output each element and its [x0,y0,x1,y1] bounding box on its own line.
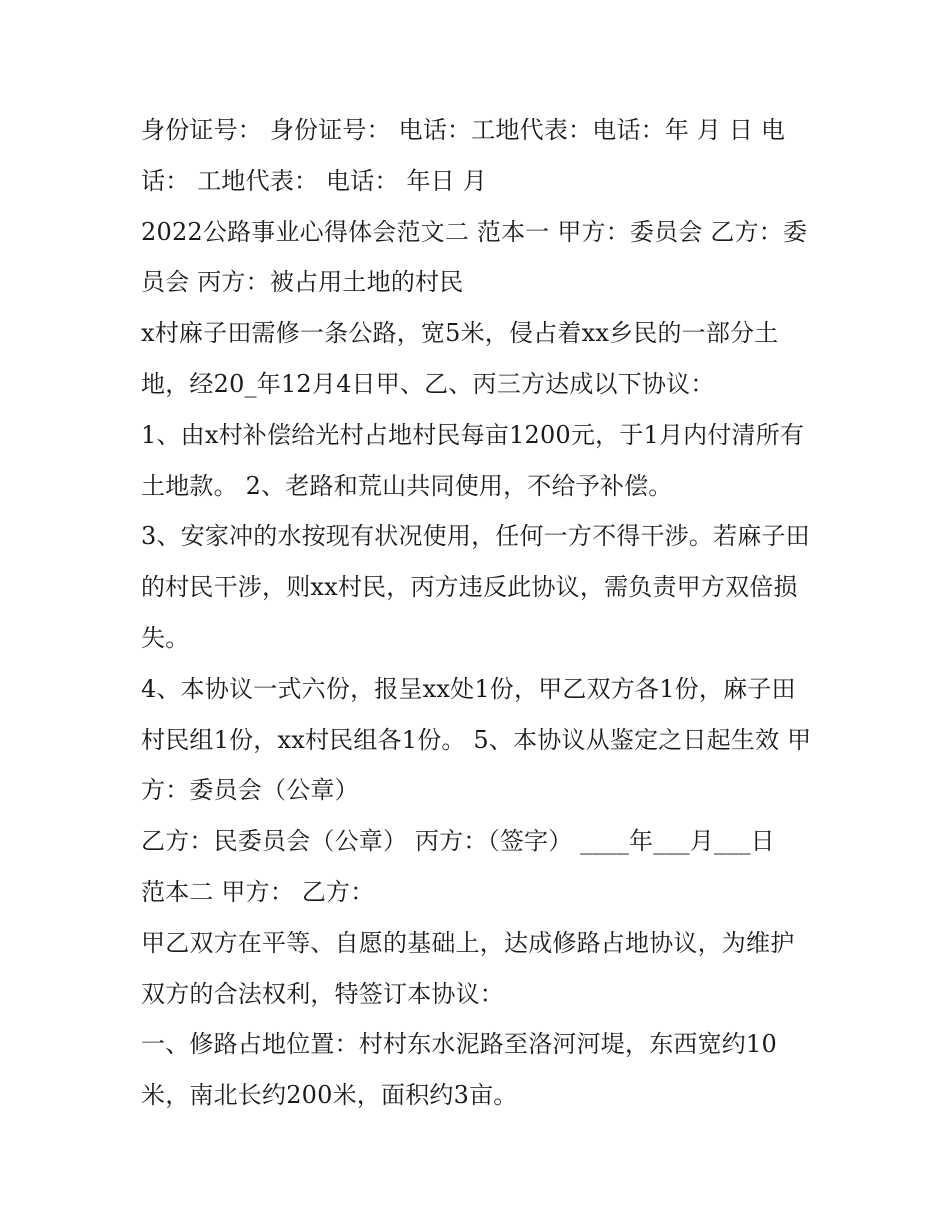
paragraph-template-two-heading: 范本二 甲方： 乙方： [141,877,375,906]
paragraph-clause-1-2: 1、由x村补偿给光村占地村民每亩1200元，于1月内付清所有土地款。 2、老路和荒山共同使用，不给予补偿。 [141,420,805,500]
paragraph-signatures: 乙方：民委员会（公章） 丙方：（签字） ____年___月___日 [141,827,775,856]
paragraph-template-two-intro: 甲乙双方在平等、自愿的基础上，达成修路占地协议，为维护双方的合法权利，特签订本协议： [141,928,795,1008]
paragraph-template-two-clause-1: 一、修路占地位置：村村东水泥路至洛河河堤，东西宽约10米，南北长约200米，面积约3亩。 [141,1030,777,1110]
paragraph-title-parties: 2022公路事业心得体会范文二 范本一 甲方：委员会 乙方：委员会 丙方：被占用土地的村民 [141,217,808,297]
paragraph-clause-4-5: 4、本协议一式六份，报呈xx处1份，甲乙双方各1份，麻子田村民组1份，xx村民组各1份。 5、本协议从鉴定之日起生效 甲方：委员会（公章） [141,674,812,805]
document-body [141,105,813,1121]
paragraph-road-intro: x村麻子田需修一条公路，宽5米，侵占着xx乡民的一部分土地，经20_年12月4日甲、乙、丙三方达成以下协议： [141,319,779,398]
paragraph-clause-3: 3、安家冲的水按现有状况使用，任何一方不得干涉。若麻子田的村民干涉，则xx村民，丙方违反此协议，需负责甲方双倍损失。 [141,522,810,652]
paragraph-contact-info: 身份证号： 身份证号： 电话：工地代表：电话：年 月 日 电话： 工地代表： 电话： 年日 月 [141,116,786,195]
